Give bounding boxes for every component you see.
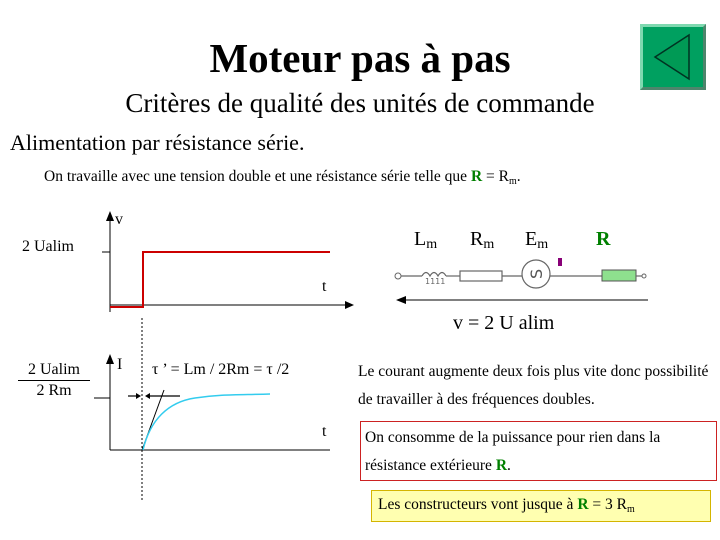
voltage-level-label: 2 Ualim: [22, 238, 74, 255]
inductor-Lm: [422, 273, 446, 277]
terminal-left: [395, 273, 401, 279]
previous-slide-button[interactable]: [640, 24, 706, 90]
voltage-y-label: v: [115, 211, 123, 228]
voltage-equation: v = 2 U alim: [453, 312, 555, 334]
voltage-y-arrow: [106, 211, 114, 221]
note-power-loss: On consomme de la puissance pour rien dans la résistance extérieure R.: [360, 421, 717, 481]
resistor-R: [602, 270, 636, 281]
resistor-Rm: [460, 271, 502, 281]
current-asymptote-fraction: [18, 360, 90, 401]
label-Lm: $L_m$: [414, 228, 438, 252]
triangle-left-icon: [643, 27, 703, 87]
current-rise-curve: [143, 394, 270, 450]
voltage-step-curve: [110, 252, 330, 307]
page-title: Moteur pas à pas: [209, 35, 511, 81]
current-x-label: t: [322, 423, 327, 440]
circuit-diagram: [380, 250, 680, 320]
note-manufacturers: Les constructeurs vont jusque à R = 3 $R_m$: [371, 490, 711, 522]
label-Em: $E_m$: [525, 228, 549, 252]
voltage-x-label: t: [322, 278, 327, 295]
note-faster-current: Le courant augmente deux fois plus vite donc possibilité de travailler à des fréquences doubles.: [358, 363, 709, 408]
svg-text:S: S: [527, 268, 546, 279]
voltage-x-arrow: [345, 301, 354, 309]
label-Rm: $R_m$: [470, 228, 495, 252]
section-heading: Alimentation par résistance série.: [10, 130, 305, 155]
fraction-numerator: 2 Ualim: [18, 360, 90, 381]
label-R: R: [596, 228, 611, 250]
fraction-denominator: 2 Rm: [36, 382, 72, 399]
tau-formula: τ ’ = Lm / 2Rm = τ /2: [152, 361, 290, 378]
voltage-arrow-head: [396, 296, 406, 304]
current-y-label: I: [117, 356, 123, 373]
svg-text:1111: 1111: [425, 277, 446, 286]
page-subtitle: Critères de qualité des unités de commande: [125, 88, 595, 118]
intro-text: On travaille avec une tension double et une résistance série telle que $R = R_m$.: [44, 168, 521, 187]
voltage-graph: [0, 205, 360, 320]
current-y-arrow: [106, 354, 114, 364]
